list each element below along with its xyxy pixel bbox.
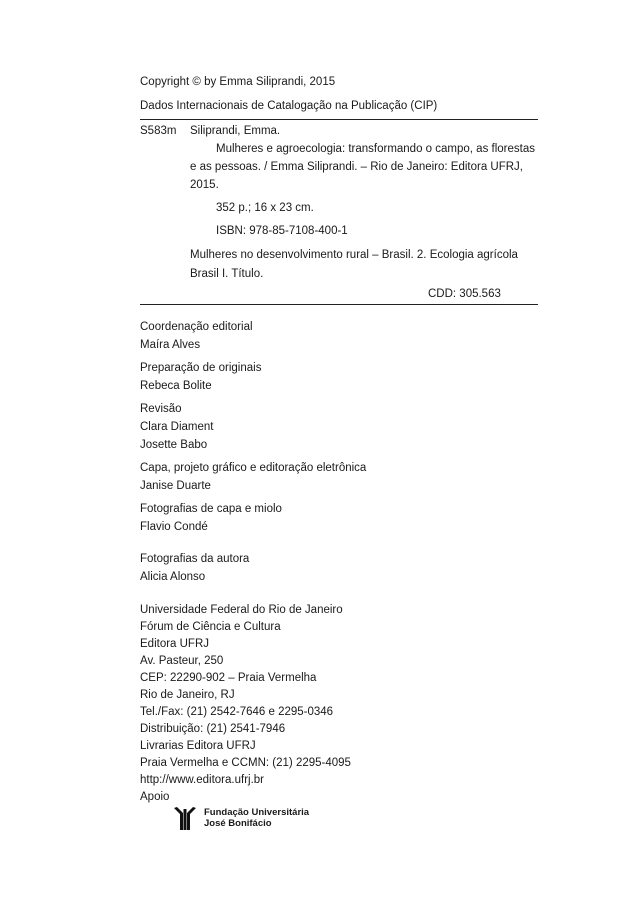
cip-author: Siliprandi, Emma. <box>190 125 281 137</box>
credit-role: Preparação de originais <box>140 362 262 374</box>
cip-title-line-3: 2015. <box>190 179 219 191</box>
credit-name: Maíra Alves <box>140 339 201 351</box>
credit-name: Janise Duarte <box>140 480 211 492</box>
publisher-line: Av. Pasteur, 250 <box>140 655 224 667</box>
credit-name: Rebeca Bolite <box>140 380 212 392</box>
fujb-logo-icon <box>172 805 198 831</box>
cip-cdd: CDD: 305.563 <box>428 288 501 300</box>
publisher-line: CEP: 22290-902 – Praia Vermelha <box>140 672 317 684</box>
publisher-line: Livrarias Editora UFRJ <box>140 740 256 752</box>
publisher-line: Editora UFRJ <box>140 638 210 650</box>
publisher-line: Distribuição: (21) 2541-7946 <box>140 723 286 735</box>
credit-name: Clara Diament <box>140 421 214 433</box>
credit-role: Fotografias da autora <box>140 553 250 565</box>
publisher-website[interactable]: http://www.editora.ufrj.br <box>140 774 264 786</box>
cip-title: Dados Internacionais de Catalogação na Publicação (CIP) <box>140 100 438 112</box>
publisher-line: Rio de Janeiro, RJ <box>140 689 235 701</box>
credit-role: Revisão <box>140 403 182 415</box>
cip-subjects-line-2: Brasil I. Título. <box>190 268 264 280</box>
credit-role: Fotografias de capa e miolo <box>140 503 282 515</box>
cip-code: S583m <box>140 125 177 137</box>
publisher-line: Tel./Fax: (21) 2542-7646 e 2295-0346 <box>140 706 334 718</box>
cip-title-line-2: e as pessoas. / Emma Siliprandi. – Rio de Janeiro: Editora UFRJ, <box>190 161 524 173</box>
credit-name: Alicia Alonso <box>140 571 206 583</box>
credit-role: Capa, projeto gráfico e editoração eletrônica <box>140 462 367 474</box>
credit-name: Josette Babo <box>140 439 208 451</box>
cip-isbn: ISBN: 978-85-7108-400-1 <box>216 225 348 237</box>
credit-role: Coordenação editorial <box>140 321 253 333</box>
cip-bottom-rule <box>140 304 538 305</box>
publisher-line: Praia Vermelha e CCMN: (21) 2295-4095 <box>140 757 351 769</box>
publisher-line: Universidade Federal do Rio de Janeiro <box>140 604 343 616</box>
cip-title-line-1: Mulheres e agroecologia: transformando o campo, as florestas <box>216 143 535 155</box>
copyright-line: Copyright © by Emma Siliprandi, 2015 <box>140 76 336 88</box>
sponsor-name-line-2: José Bonifácio <box>204 818 272 829</box>
publisher-line: Fórum de Ciência e Cultura <box>140 621 281 633</box>
sponsor-name-line-1: Fundação Universitária <box>204 807 310 818</box>
cip-subjects-line-1: Mulheres no desenvolvimento rural – Brasil. 2. Ecologia agrícola <box>190 249 518 261</box>
cip-pages: 352 p.; 16 x 23 cm. <box>216 202 314 214</box>
cip-top-rule <box>140 119 538 120</box>
credit-name: Flavio Condé <box>140 521 208 533</box>
sponsor-label: Apoio <box>140 791 170 803</box>
